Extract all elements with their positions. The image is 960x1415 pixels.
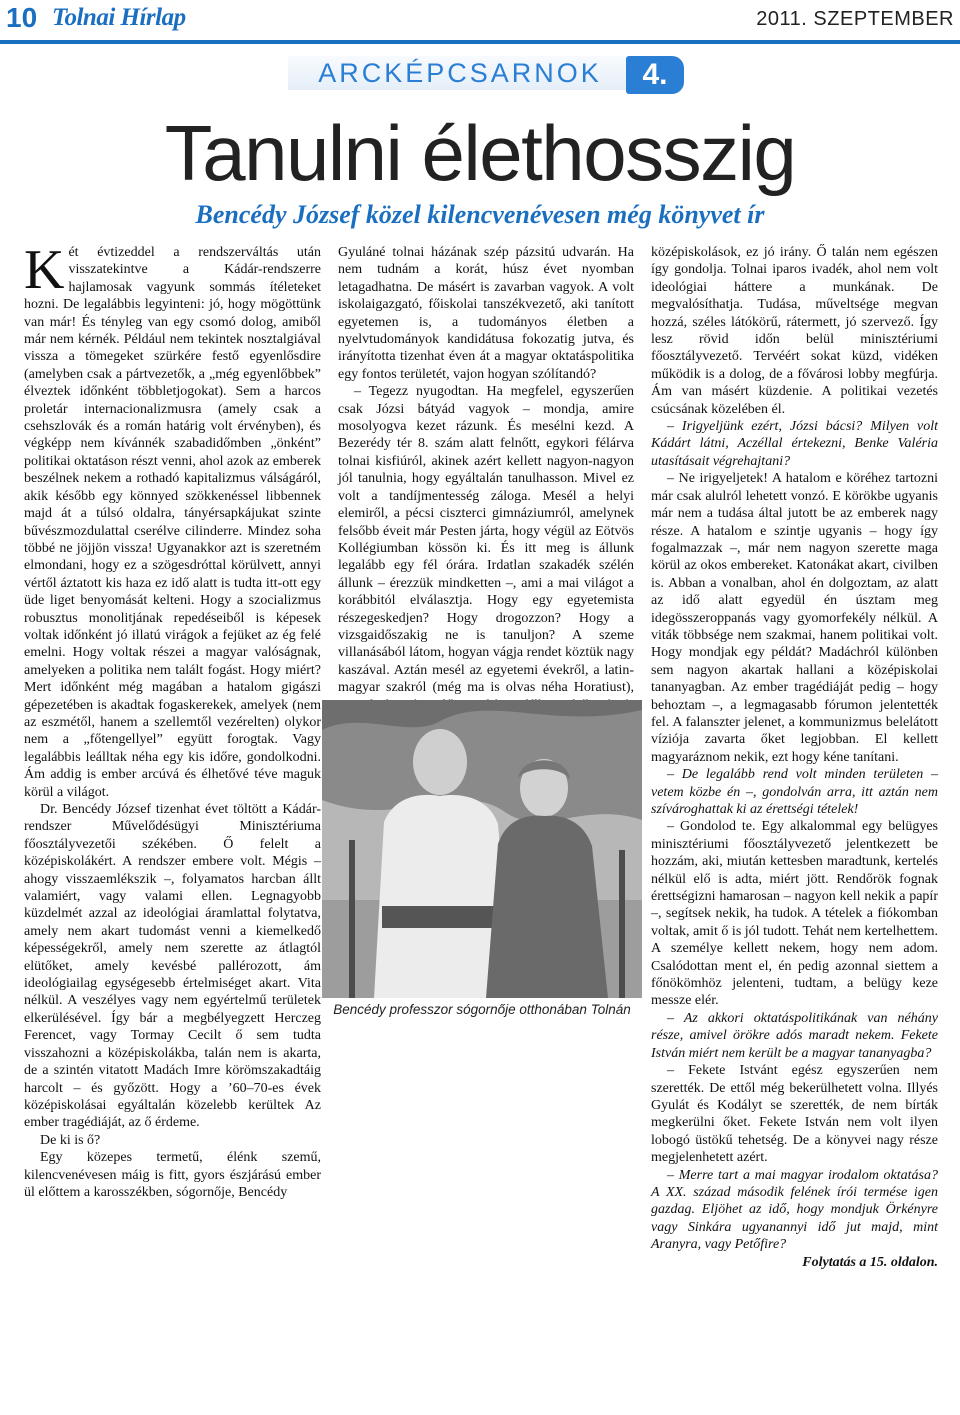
paragraph: – Ne irigyeljetek! A hatalom e köréhez tartozni már csak alulról lehetett vonzó. E körökbe ugyanis már nem a tudása által jutott be az emberek nagy része. A hatalom e szintje ugyanis – hogy így fogalmazzak –, már nem nagyon szerette maga körül az okos embereket. Katonákat akart, civilben is. Abban a vonalban, ahol én dolgoztam, az alatt az idő alatt egyedül én úsztam meg idegösszeroppanás vagy gyomorfekély nélkül. A viták többsége nem szakmai, hanem politikai volt. Hogy mondjak egy példát? Madáchról különben sem nagyon akartak hallani a középiskolai tananyagban. Az ember tragédiáját pedig – hogy behoztam –, a legmagasabb fórumon jelentették fel. A falanszter jelenet, a kommunizmus belelátott víziója zavarta őket legjobban. El kellett magyaráznom nekik, ezt hogy kéne tanítani. <box>651 471 938 765</box>
question-text: – Irigyeljünk ezért, Józsi bácsi? Milyen volt Kádárt látni, Aczéllal értekezni, Benke Valéria utasításait végrehajtani? <box>651 419 938 469</box>
paragraph: Egy közepes termetű, élénk szemű, kilencvenévesen máig is fitt, gyors észjárású ember ül előttem a karosszékben, sógornője, Bencédy <box>24 1150 321 1200</box>
question-text: – De legalább rend volt minden területen – vetem közbe én –, gondolván arra, itt aztán nem szívároghattak ki az érettségi tételek! <box>651 767 938 817</box>
section-number: 4. <box>626 56 684 94</box>
paragraph: Gyuláné tolnai házának szép pázsitú udvarán. Ha nem tudnám a korát, húsz évet nyomban letagadhatna. De másért is zavarban vagyok. A volt iskolaigazgató, főiskolai tanszékvezető, aki tanított egyetemen is, a tudományos életben a nyelvtudományok kandidátusa fokozatig jutva, és irányította tizenhat éven át a magyar oktatáspolitika egy fontos területét, vajon hogyan szólítandó? <box>338 245 634 382</box>
paragraph: – Gondolod te. Egy alkalommal egy belügyes minisztériumi főosztályvezető jelentkezett be hozzám, aki, miután kettesben maradtunk, kertelés nélkül elő is adta, miért jött. Rendőrök fognak érettségizni hamarosan – nagyon kell nekik a papír –, segítsek nekik, ha tudok. A tételek a fiókomban voltak, amit ő is jól tudott. Tehát nem kertelhettem. A személye kellett nekem, hogy nem adom. Csalódottan ment el, én pedig azonnal siettem a főnökömhöz jelenteni, tudtam, a belügy keze messze elér. <box>651 819 938 1009</box>
paragraph: középiskolások, ez jó irány. Ő talán nem egészen így gondolja. Tolnai iparos ivadék, ahol nem volt ideológiai háttere a munkának. De megvalósíthatja. Tudása, műveltsége megvan hozzá, széles látókörű, rátermett, jó szervező. Így lesz rövid időn belül minisztériumi főosztályvezető. Tervéért sokat küzd, vidéken működik is a dolog, de a fővárosi lobby megfúrja. Ám van másért küzdenie. A politikai vezetés csúcsának közelében él. <box>651 245 938 417</box>
article-photo <box>322 700 642 998</box>
question <box>651 766 938 818</box>
article-subtitle: Bencédy József közel kilencvenévesen még könyvet ír <box>195 200 765 229</box>
paragraph: Dr. Bencédy József tizenhat évet töltött a Kádár-rendszer Művelődésügyi Minisztériuma főosztályvezetői székében. Ő felelt a középiskolákért. A rendszer embere volt. Mégis – ahogy visszaemlékszik –, folyamatos harcban állt valamiért, vagy valami ellen. Legnagyobb küzdelmét azzal az ideológiai áramlattal folytatva, amely nem akart tudomást venni a kiemelkedő képességekről, amely nem szerette az átlagtól elütőket, amely kevésbé pallérozott, ám ideológiailag egységesebb értelmiséget akart. Vita nélkül. A veszélyes vagy nem egyértelmű területek elkerülésével. Így bár a megbélyegzett Herczeg Ferencet, vagy Tormay Cecilt ő sem tudta visszahozni a középiskolákba, talán nem is akarta, de a szintén vitatott Madách Imre körömszakadtáig harcolt – és győzött. Hogy a ’60–70-es évek középiskolásai egyáltalán közelebb kerültek Az ember tragédiáját, az ő érdeme. <box>24 802 321 1131</box>
question-text: – Az akkori oktatáspolitikának van néhány része, amivel örökre adós maradt nekem. Fekete István miért nem került be a magyar tananyagba? <box>651 1010 938 1061</box>
page-number: 10 <box>6 2 38 33</box>
paragraph: ét évtizeddel a rendszerváltás után visszatekintve a Kádár-rendszerre hajlamosak vagyunk sommás ítéleteket hozni. De legalábbis legyinteni: jó, hogy mögöttünk van már! És tényleg van egy csomó dolog, amiből már nem kérnék. Például nem tekintek nosztalgiával vissza a tömegeket szürkére festő egyenlősdire (amelyben csak a pártvezetők, a „még egyenlőbbek” élveztek időnként többletjogokat). Sem a harcos proletár internacionalizmusra (amely csak a csehszlovák és a román határig volt érvényben), és végképp nem kívánnék szabadidőmben „önként” politikai oktatáson részt venni, ahol azok az emberek beszélnek nekem a rothadó kapitalizmus válságáról, akik később egy könnyed szökkenéssel libbennek majd át a túlsó oldalra, tányérsapkájukat szinte bűvészmozdulattal cserélve cilinderre. Mindez soha többé ne jöjjön vissza! Ugyanakkor azt is szeretném elmondani, hogy ez a szögesdróttal körülvett, annyi vértől áztatott kis haza ez idő alatt is tudta itt-ott egy üde liget benyomását kelteni. Hogy a szocializmus robusztus monolitjának repedéseiből is képesek voltak időnként jó illatú virágok a fejüket az ég felé emelni. Hogy voltak részei a magyar valóságnak, amelyeken a politika nem talált fogást. Hogy miért? Mert időnként még magában a hatalom gigászi gépezetében is akadtak fogaskerekek, amelyek (nem az eszmétől, hanem a szellemtől vezérelten) olykor nem a „főtengellyel” együtt forogtak. Vagy legalábbis leálltak néha egy kis időre, gondolkodni. Ám addig is ember arcúvá és élhetővé téve maguk körül a világot. <box>24 245 322 800</box>
paragraph: – Fekete Istvánt egész egyszerűen nem szerették. De ettől még bekerülhetett volna. Illyés Gyulát és Kodályt se szerették, de nem bírták megkerülni őket. Fekete István nem volt ilyen lobogó üstökű tehetség. De a könyvei nagy része megjelenhetett azért. <box>651 1063 938 1166</box>
section-label: ARCKÉPCSARNOK <box>288 56 632 90</box>
header-rule <box>0 40 960 44</box>
issue-date: 2011. SZEPTEMBER <box>756 8 954 30</box>
article-title: Tanulni élethosszig <box>164 109 796 197</box>
paragraph: – Tegezz nyugodtan. Ha megfelel, egyszerűen csak Józsi bátyád vagyok – mondja, amire mosolyogva kezet rázunk. És mesélni kezd. A Bezerédy tér 8. szám alatt felnőtt, egykori félárva tolnai kisfiúról, akinek azért kellett nagyon-nagyon jól tanulnia, hogy egyáltalán tanulhasson. Mivel ez volt a tandíjmentesség záloga. Mesél a helyi elemiről, a pécsi ciszterci gimnáziumról, amelynek felsőbb éveit már Pesten járta, hogy végül az Eötvös Kollégiumban kössön ki. És itt meg is állunk legalább egy fél órára. Irdatlan szakadék szélén állunk – érezzük mindketten –, ami a mai világot a korábbitól elválasztja. Hogy egy egyetemista részegeskedjen? Hogy drogozzon? Hogy a vizsgaidőszakig ne is tanuljon? A szeme villanásából látom, hogyan vágja rendet köztük nagy kaszával. Aztán mesél az egyetemi évekről, a latin-magyar szakról (még ma is olvas néha Horatiust), <box>338 384 634 696</box>
drop-cap: K <box>24 239 65 301</box>
question-text: – Merre tart a mai magyar irodalom oktatása? A XX. század második felének írói termése igen gazdag. Eljöhet az idő, hogy mondjuk Örkényre vagy Sinkára ugyanannyi idő jut majd, mint Aranyra, vagy Petőfire? <box>651 1167 938 1253</box>
column-3 <box>651 244 938 1271</box>
masthead: Tolnai Hírlap <box>52 4 186 31</box>
continuation-note: Folytatás a 15. oldalon. <box>802 1254 938 1270</box>
question <box>651 418 938 470</box>
paragraph: De ki is ő? <box>40 1132 101 1148</box>
column-1 <box>24 239 322 1201</box>
question <box>651 1167 938 1254</box>
question <box>651 1010 938 1062</box>
photo-caption: Bencédy professzor sógornője otthonában Tolnán <box>333 1002 631 1017</box>
